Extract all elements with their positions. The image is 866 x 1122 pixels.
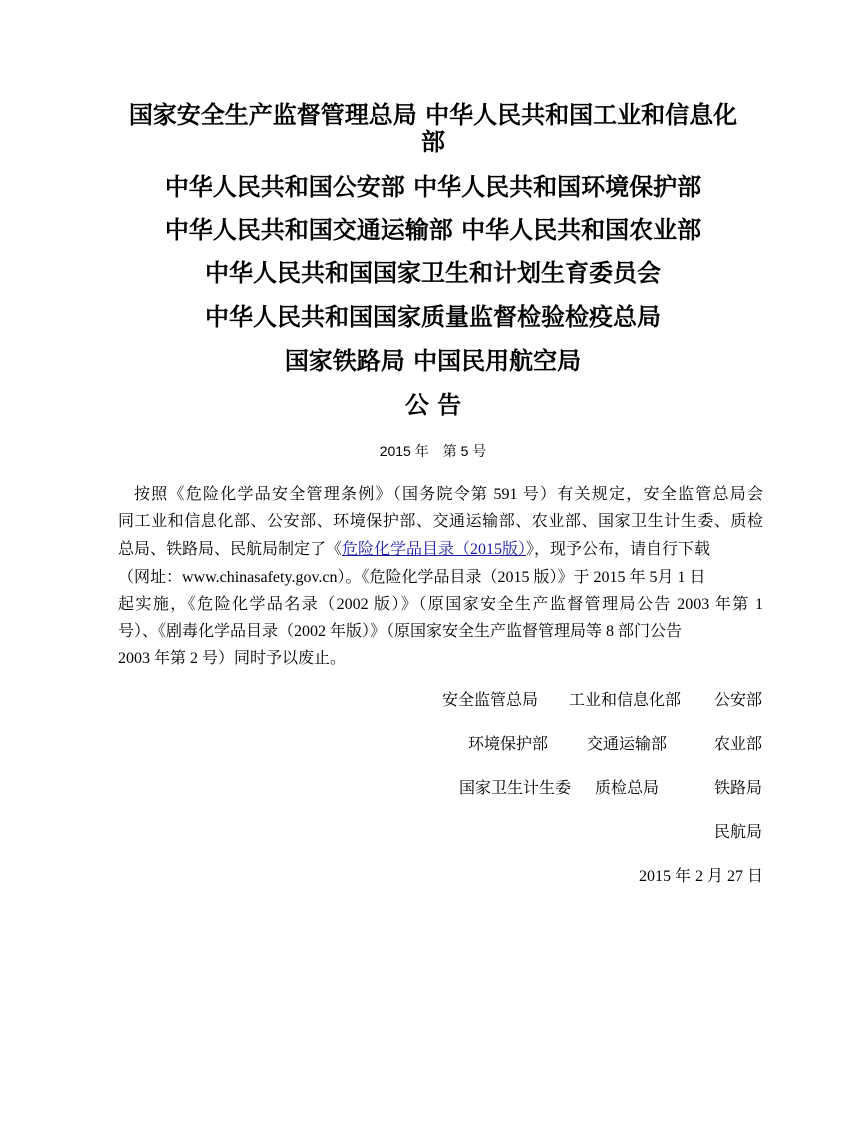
title-line: 中华人民共和国公安部 中华人民共和国环境保护部	[164, 173, 702, 201]
body-line: （网址：www.chinasafety.gov.cn）。《危险化学品目录（2015 版）》于 2015 年 5月 1 日	[118, 569, 706, 586]
signatory: 工业和信息化部	[569, 692, 682, 709]
title-line: 国家安全生产监督管理总局 中华人民共和国工业和信息化	[128, 101, 738, 129]
signatory: 公安部	[714, 692, 763, 709]
signatory: 国家卫生计生委	[459, 780, 572, 797]
title-line: 中华人民共和国国家质量监督检验检疫总局	[205, 303, 661, 331]
body-line: 按照《危险化学品安全管理条例》（国务院令第 591 号）有关规定，安全监管总局会	[134, 486, 763, 503]
signatory: 交通运输部	[587, 736, 668, 753]
catalog-link[interactable]: 危险化学品目录（2015版）	[342, 541, 527, 558]
signatory: 铁路局	[714, 780, 763, 797]
title-line: 部	[421, 128, 445, 156]
body-line: 同工业和信息化部、公安部、环境保护部、交通运输部、农业部、国家卫生计生委、质检	[118, 513, 763, 530]
issue-date: 2015 年 2 月 27 日	[638, 868, 763, 885]
signatory: 农业部	[714, 736, 763, 753]
body-text: 总局、铁路局、民航局制定了《	[118, 541, 343, 558]
document-number: 2015 年 第 5 号	[379, 443, 487, 459]
body-line: 2003 年第 2 号）同时予以废止。	[118, 650, 347, 667]
signatory: 民航局	[714, 824, 763, 841]
body-line: 号）、《剧毒化学品目录（2002 年版）》（原国家安全生产监督管理局等 8 部门公告	[118, 623, 683, 640]
signatory: 安全监管总局	[442, 692, 539, 709]
body-text: 》，现予公布，请自行下载	[526, 541, 711, 558]
title-line: 中华人民共和国交通运输部 中华人民共和国农业部	[164, 216, 702, 244]
body-line: 起实施，《危险化学品名录（2002 版）》（原国家安全生产监督管理局公告 2003 年第 1	[118, 596, 763, 613]
body-line	[118, 540, 763, 560]
signatory: 环境保护部	[468, 736, 549, 753]
title-line: 国家铁路局 中国民用航空局	[284, 347, 582, 375]
title-line: 中华人民共和国国家卫生和计划生育委员会	[205, 259, 661, 287]
signatory: 质检总局	[595, 780, 660, 797]
document-type: 公 告	[404, 391, 462, 419]
